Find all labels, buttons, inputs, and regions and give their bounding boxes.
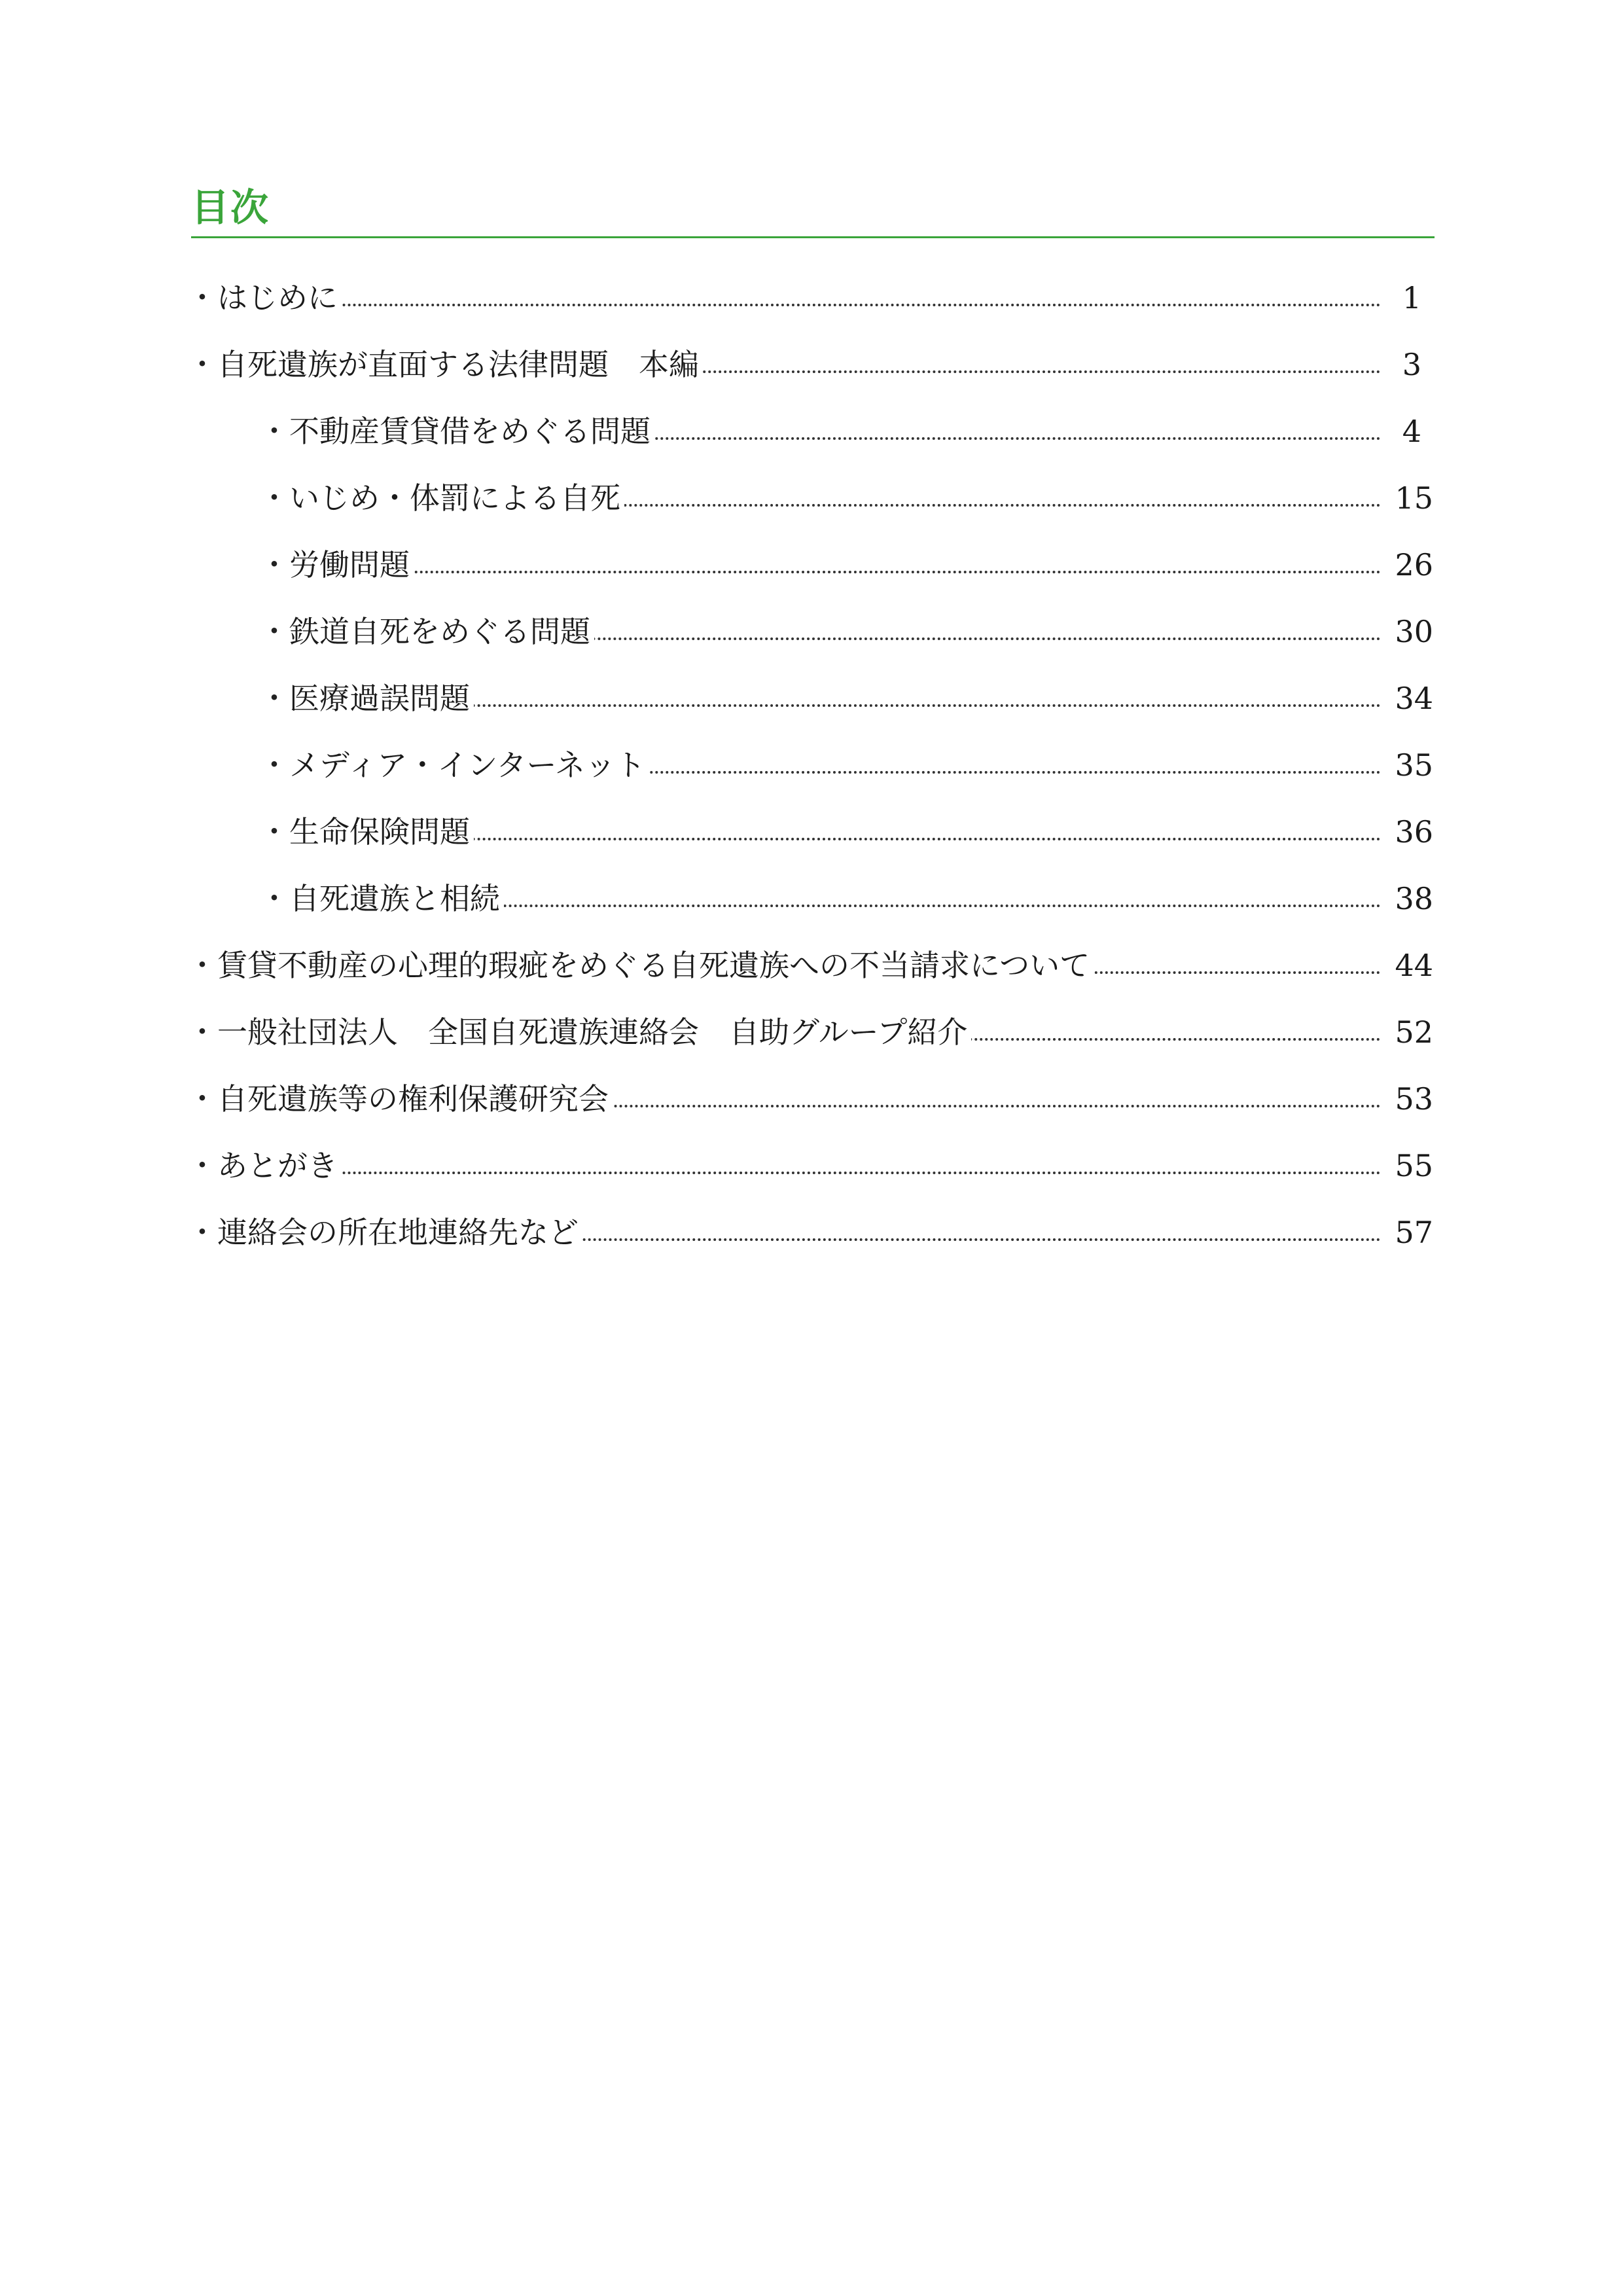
- toc-entry-hajimeni[interactable]: [0, 275, 1623, 321]
- toc-entry-label: 鉄道自死をめぐる問題: [289, 609, 594, 655]
- toc-entry-page: 26: [1395, 547, 1433, 583]
- toc-entry-label: 賃貸不動産の心理的瑕疵をめぐる自死遺族への不当請求について: [217, 942, 1094, 988]
- toc-entry-page: 38: [1395, 881, 1433, 916]
- toc-entry-page: 4: [1402, 414, 1421, 449]
- toc-bullet: ・: [259, 881, 289, 916]
- toc-subentry-bullying[interactable]: [0, 475, 1623, 521]
- page-title: 目次: [191, 185, 270, 230]
- toc-subentry-inheritance[interactable]: [0, 876, 1623, 922]
- toc-entry-page: 15: [1395, 480, 1433, 516]
- toc-bullet: ・: [259, 547, 289, 583]
- toc-entry-page: 57: [1395, 1215, 1433, 1250]
- toc-entry-label: 一般社団法人 全国自死遺族連絡会 自助グループ紹介: [217, 1009, 971, 1055]
- toc-entry-page: 52: [1395, 1014, 1433, 1050]
- toc-entry-page: 36: [1395, 814, 1433, 850]
- toc-entry-self-help-groups[interactable]: [0, 1009, 1623, 1055]
- toc-entry-afterword[interactable]: [0, 1143, 1623, 1189]
- toc-bullet: ・: [187, 1081, 217, 1117]
- toc-entry-page: 44: [1395, 948, 1433, 983]
- toc-bullet: ・: [259, 414, 289, 449]
- toc-entry-label: いじめ・体罰による自死: [289, 475, 624, 521]
- toc-subentry-real-estate[interactable]: [0, 408, 1623, 454]
- toc-entry-legal-issues[interactable]: [0, 342, 1623, 387]
- toc-entry-contact[interactable]: [0, 1210, 1623, 1255]
- toc-bullet: ・: [259, 681, 289, 716]
- toc-bullet: ・: [187, 280, 217, 315]
- toc-entry-label: メディア・インターネット: [289, 742, 649, 788]
- toc-bullet: ・: [259, 814, 289, 850]
- toc-entry-page: 53: [1395, 1081, 1433, 1117]
- toc-subentry-labor[interactable]: [0, 542, 1623, 588]
- toc-bullet: ・: [187, 948, 217, 983]
- toc-leader-dots: [289, 571, 1381, 573]
- toc-bullet: ・: [187, 1215, 217, 1250]
- toc-entry-page: 3: [1402, 347, 1421, 382]
- toc-subentry-media[interactable]: [0, 742, 1623, 788]
- toc-entry-label: 労働問題: [289, 542, 414, 588]
- title-underline: [191, 236, 1435, 238]
- toc-bullet: ・: [187, 1014, 217, 1050]
- toc-bullet: ・: [187, 1148, 217, 1183]
- toc-bullet: ・: [259, 614, 289, 649]
- toc-bullet: ・: [187, 347, 217, 382]
- toc-entry-page: 30: [1395, 614, 1433, 649]
- toc-entry-label: 生命保険問題: [289, 809, 474, 855]
- toc-entry-page: 1: [1402, 280, 1421, 315]
- toc-entry-label: 自死遺族と相続: [289, 876, 504, 922]
- toc-entry-label: 医療過誤問題: [289, 675, 474, 721]
- toc-entry-label: 自死遺族等の権利保護研究会: [217, 1076, 613, 1122]
- toc-entry-label: 連絡会の所在地連絡先など: [217, 1210, 582, 1255]
- toc-entry-label: あとがき: [217, 1143, 342, 1189]
- toc-subentry-medical[interactable]: [0, 675, 1623, 721]
- toc-subentry-life-insurance[interactable]: [0, 809, 1623, 855]
- toc-bullet: ・: [259, 747, 289, 783]
- toc-bullet: ・: [259, 480, 289, 516]
- toc-entry-label: 不動産賃貸借をめぐる問題: [289, 408, 654, 454]
- toc-subentry-railway[interactable]: [0, 609, 1623, 655]
- toc-entry-unjust-claims[interactable]: [0, 942, 1623, 988]
- toc-entry-label: 自死遺族が直面する法律問題 本編: [217, 342, 703, 387]
- toc-entry-page: 35: [1395, 747, 1433, 783]
- toc-leader-dots: [217, 304, 1381, 306]
- toc-entry-page: 55: [1395, 1148, 1433, 1183]
- toc-entry-rights-research[interactable]: [0, 1076, 1623, 1122]
- toc-leader-dots: [217, 1172, 1381, 1174]
- toc-entry-label: はじめに: [217, 275, 342, 321]
- toc-entry-page: 34: [1395, 681, 1433, 716]
